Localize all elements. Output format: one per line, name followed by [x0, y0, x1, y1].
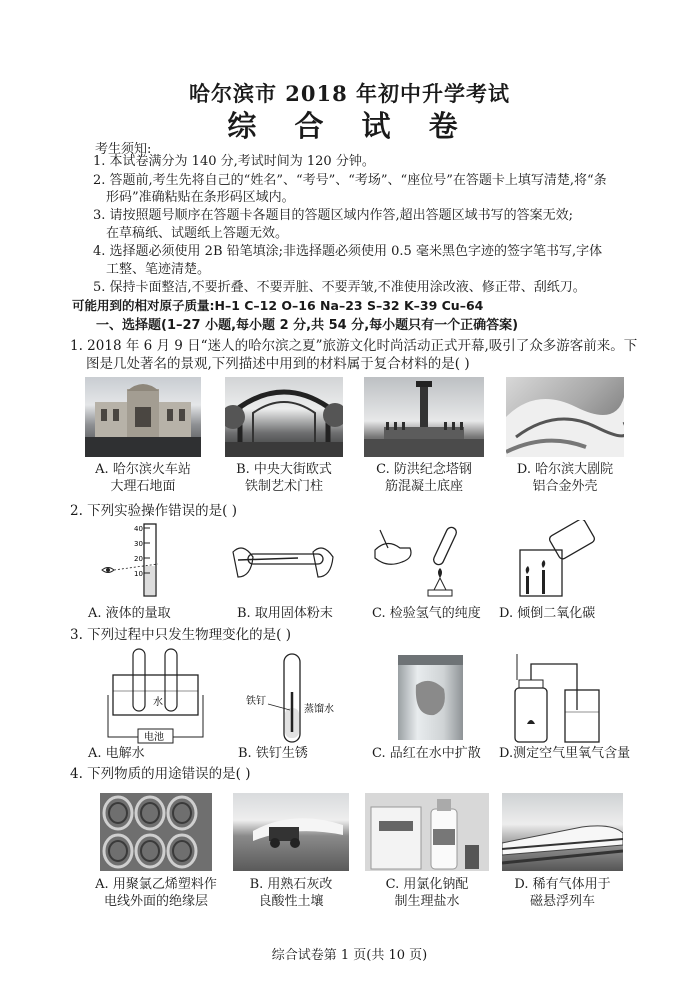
question-3-stem: 3. 下列过程中只发生物理变化的是( ) — [70, 627, 291, 643]
svg-text:水: 水 — [153, 697, 163, 708]
photo-central-street — [225, 377, 343, 457]
svg-text:10: 10 — [134, 570, 143, 578]
q2-option-a: A. 液体的量取 — [88, 606, 171, 621]
svg-text:铁钉: 铁钉 — [246, 696, 266, 707]
photo-maglev-train — [502, 793, 623, 871]
notice-line: 工整、笔迹清楚。 — [106, 262, 211, 277]
q1-option-d: D. 哈尔滨大剧院 铝合金外壳 — [516, 462, 614, 494]
photo-dye-diffusion — [398, 655, 463, 740]
diagram-pour-co2 — [512, 520, 612, 600]
diagram-electrolysis — [103, 645, 213, 745]
q3-option-c: C. 品红在水中扩散 — [372, 746, 481, 761]
section-heading: 一、选择题(1–27 小题,每小题 2 分,共 54 分,每小题只有一个正确答案) — [96, 318, 519, 333]
photo-train-station — [85, 377, 201, 457]
question-4-stem: 4. 下列物质的用途错误的是( ) — [70, 766, 251, 782]
svg-text:30: 30 — [134, 540, 143, 548]
q4-option-b: B. 用熟石灰改 良酸性土壤 — [249, 877, 333, 909]
svg-text:电池: 电池 — [144, 732, 164, 743]
atomic-masses: 可能用到的相对原子质量:H–1 C–12 O–16 Na–23 S–32 K–39 Cu–64 — [72, 298, 484, 313]
q1-option-a: A. 哈尔滨火车站 大理石地面 — [95, 462, 191, 494]
photo-grand-theatre — [506, 377, 624, 457]
q3-option-d: D.测定空气里氧气含量 — [499, 746, 631, 761]
photo-lime-soil — [233, 793, 349, 871]
notice-line: 4. 选择题必须使用 2B 铅笔填涂;非选择题必须使用 0.5 毫米黑色字迹的签字笔书写,字体 — [93, 244, 603, 259]
notice-line: 3. 请按照题号顺序在答题卡各题目的答题区域内作答,超出答题区域书写的答案无效; — [93, 208, 574, 223]
q3-option-b: B. 铁钉生锈 — [238, 746, 308, 761]
svg-text:40: 40 — [134, 525, 143, 533]
page-footer: 综合试卷第 1 页(共 10 页) — [271, 948, 428, 963]
q4-option-a: A. 用聚氯乙烯塑料作 电线外面的绝缘层 — [95, 877, 217, 909]
svg-text:20: 20 — [134, 555, 143, 563]
exam-subtitle: 综 合 试 卷 — [227, 109, 472, 143]
exam-title: 哈尔滨市 2018 年初中升学考试 — [188, 81, 511, 106]
photo-flood-tower — [364, 377, 484, 457]
q4-option-d: D. 稀有气体用于 磁悬浮列车 — [514, 877, 611, 909]
q1-option-c: C. 防洪纪念塔钢 筋混凝土底座 — [376, 462, 472, 494]
q1-option-b: B. 中央大街欧式 铁制艺术门柱 — [236, 462, 332, 494]
question-2-stem: 2. 下列实验操作错误的是( ) — [70, 503, 237, 519]
svg-text:蒸馏水: 蒸馏水 — [304, 704, 334, 715]
q4-option-c: C. 用氯化钠配 制生理盐水 — [385, 877, 469, 909]
photo-wire-cables — [100, 793, 212, 871]
notice-line: 在草稿纸、试题纸上答题无效。 — [106, 226, 289, 241]
q3-option-a: A. 电解水 — [88, 746, 145, 761]
diagram-nail-rust — [242, 652, 352, 747]
question-1-stem-cont: 图是几处著名的景观,下列描述中用到的材料属于复合材料的是( ) — [86, 356, 470, 372]
diagram-oxygen-content — [505, 650, 615, 745]
q2-option-c: C. 检验氢气的纯度 — [372, 606, 481, 621]
notice-line: 5. 保持卡面整洁,不要折叠、不要弄脏、不要弄皱,不准使用涂改液、修正带、刮纸刀。 — [93, 280, 586, 295]
notice-line: 形码”准确粘贴在条形码区域内。 — [106, 190, 295, 205]
notice-line: 1. 本试卷满分为 140 分,考试时间为 120 分钟。 — [93, 154, 375, 169]
notice-line: 2. 答题前,考生先将自己的“姓名”、“考号”、“考场”、“座位号”在答题卡上填写清楚,将“条 — [93, 173, 607, 188]
notice-heading: 考生须知: — [95, 142, 152, 157]
question-1-stem: 1. 2018 年 6 月 9 日“迷人的哈尔滨之夏”旅游文化时尚活动正式开幕,吸引了众多游客前来。下 — [70, 338, 638, 354]
diagram-hydrogen-test — [370, 520, 480, 600]
diagram-liquid-measure — [88, 520, 178, 600]
diagram-solid-powder — [228, 522, 338, 597]
q2-option-b: B. 取用固体粉末 — [237, 606, 333, 621]
photo-sodium-chloride — [365, 793, 489, 871]
q2-option-d: D. 倾倒二氧化碳 — [499, 606, 596, 621]
